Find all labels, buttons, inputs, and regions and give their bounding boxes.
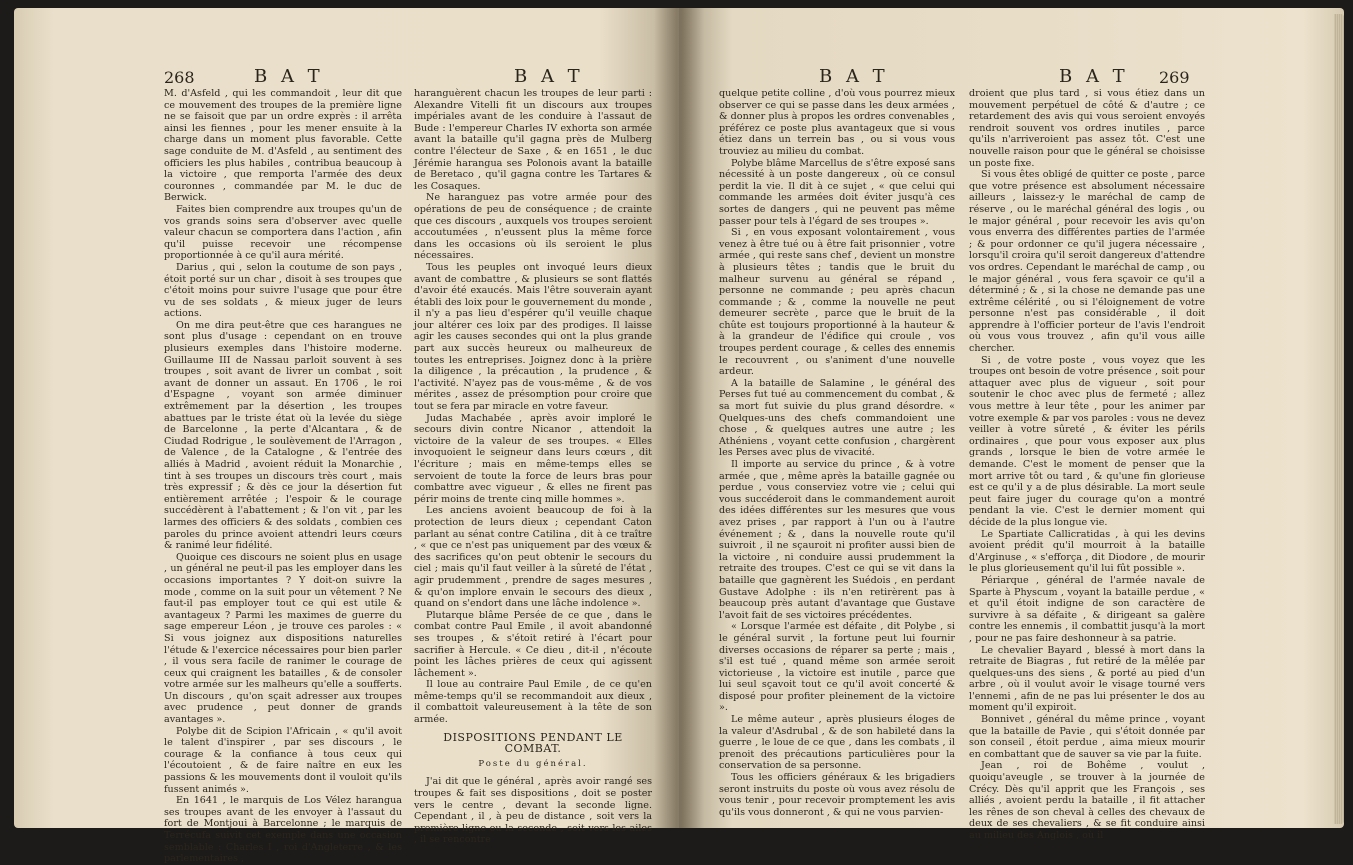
right-running-head-2: B A T	[1059, 66, 1129, 87]
paragraph: M. d'Asfeld , qui les commandoit , leur dit que ce mouvement des troupes de la première ligne ne se faisoit que par un ordre exprès : il arrêta ainsi les fiennes , pour les mener ensuite à la charge dans un moment plus favorable. Cette sage conduite de M. d'Asfeld , au sentiment des officiers les plus habiles , contribua beaucoup à la victoire , que remporta l'armée des deux couronnes , commandée par M. le duc de Berwick.	[164, 88, 402, 204]
paragraph: J'ai dit que le général , après avoir rangé ses troupes & fait ses dispositions , doit se poster vers le centre , devant la seconde ligne. Cependant , il , à peu de distance , soit vers la première ligne ou la seconde , soit vers les ailes , il se rencontre	[414, 776, 652, 846]
paragraph: Les anciens avoient beaucoup de foi à la protection de leurs dieux ; cependant Caton parlant au sénat contre Catilina , dit à ce traître , « que ce n'est pas uniquement par des vœux & des sacrifices qu'on peut obtenir le secours du ciel ; mais qu'il faut veiller à la sûreté de l'état , agir prudemment , prendre de sages mesures , & qu'on implore envain le secours des dieux , quand on s'endort dans une lâche indolence ».	[414, 505, 652, 610]
paragraph: Tous les officiers généraux & les brigadiers seront instruits du poste où vous avez résolu de vous tenir , pour recevoir promptement les avis qu'ils vous donneront , & qui ne vous parvien-	[719, 772, 955, 818]
paragraph: Si , en vous exposant volontairement , vous venez à être tué ou à être fait prisonnier , votre armée , qui reste sans chef , devient un monstre à plusieurs têtes ; tandis que le bruit du malheur survenu au général se répand , personne ne commande ; peu après chacun commande ; & , comme la nouvelle ne peut demeurer secrète , parce que le bruit de la chûte est toujours proportionné à la hauteur & à la grandeur de l'édifice qui croule , vos troupes perdent courage , & celles des ennemis le recouvrent , ou s'animent d'une nouvelle ardeur.	[719, 227, 955, 378]
paragraph: « Lorsque l'armée est défaite , dit Polybe , si le général survit , la fortune peut lui fournir diverses occasions de réparer sa perte ; mais , s'il est tué , quand même son armée seroit victorieuse , la victoire est inutile , parce que lui seul sçavoit tout ce qu'il avoit concerté & disposé pour profiter pleinement de la victoire ».	[719, 621, 955, 714]
paragraph: Polybe blâme Marcellus de s'être exposé sans nécessité à un poste dangereux , où ce consul perdit la vie. Il dit à ce sujet , « que celui qui commande les armées doit éviter jusqu'à ces sortes de dangers , qui ne peuvent pas même passer pour tels à l'égard de ses troupes ».	[719, 157, 955, 227]
page-edges	[1334, 14, 1344, 824]
section-subtitle: Poste du général.	[478, 758, 588, 769]
paragraph: Il loue au contraire Paul Emile , de ce qu'en même-temps qu'il se recommandoit aux dieux , il combattoit valeureusement à la tête de son armée.	[414, 679, 652, 726]
left-column-1	[164, 88, 402, 865]
left-running-head-2: B A T	[514, 66, 584, 87]
paragraph: Tous les peuples ont invoqué leurs dieux avant de combattre , & plusieurs se sont flattés d'avoir été exaucés. Mais l'être souverain ayant établi des loix pour le gouvernement du monde , il n'y a pas lieu d'espérer qu'il veuille chaque jour altérer ces loix par des prodiges. Il laisse agir les causes secondes qui ont la plus grande part aux succès heureux ou malheureux de toutes les entreprises. Joignez donc à la prière la diligence , la précaution , la prudence , & l'activité. N'ayez pas de vous-même , & de vos mérites , assez de présomption pour croire que tout se fera par miracle en votre faveur.	[414, 261, 652, 413]
left-page-number: 268	[164, 68, 195, 87]
book-spread	[14, 8, 1344, 865]
right-column-1	[719, 88, 955, 818]
paragraph: Si , de votre poste , vous voyez que les troupes ont besoin de votre présence , soit pour attaquer avec plus de vigueur , soit pour soutenir le choc avec plus de fermeté ; allez vous mettre à leur tête , pour les animer par votre exemple & par vos paroles : vous ne devez veiller à votre sûreté , & éviter les périls ordinaires , que pour vous exposer aux plus grands , lorsque le bien de votre armée le demande. C'est le moment de penser que la mort arrive tôt ou tard , & qu'une fin glorieuse est ce qu'il y a de plus désirable. La mort seule peut faire juger du courage qu'on a montré pendant la vie. C'est le dernier moment qui décide de la plus longue vie.	[969, 354, 1205, 528]
left-running-head-1: B A T	[254, 66, 324, 87]
paragraph: A la bataille de Salamine , le général des Perses fut tué au commencement du combat , & sa mort fut suivie du plus grand désordre. « Quelques-uns des chefs commandoient une chose , & quelques autres une autre ; les Athéniens , voyant cette confusion , chargèrent les Perses avec plus de vivacité.	[719, 377, 955, 459]
paragraph: Polybe dit de Scipion l'Africain , « qu'il avoit le talent d'inspirer , par ses discours , le courage & la confiance à tous ceux qui l'écoutoient , & de faire naître en eux les passions & les mouvements dont il vouloit qu'ils fussent animés ».	[164, 725, 402, 795]
right-page-header	[679, 66, 1344, 90]
paragraph: haranguèrent chacun les troupes de leur parti : Alexandre Vitelli fit un discours aux troupes impériales avant de les conduire à l'assaut de Bude : l'empereur Charles IV exhorta son armée avant la bataille qu'il gagna près de Mulberg contre l'électeur de Saxe , & en 1651 , le duc Jérémie harangua ses Polonois avant la bataille de Beretaco , qu'il gagna contre les Tartares & les Cosaques.	[414, 88, 652, 192]
right-column-2	[969, 88, 1205, 841]
paragraph: quelque petite colline , d'où vous pourrez mieux observer ce qui se passe dans les deux armées , & donner plus à propos les ordres convenables , préférez ce poste plus avantageux que si vous étiez dans un terrein bas , ou si vous vous trouviez au milieu du combat.	[719, 88, 955, 157]
paragraph: Si vous êtes obligé de quitter ce poste , parce que votre présence est absolument nécessaire ailleurs , laissez-y le maréchal de camp de réserve , ou le maréchal général des logis , ou le major général , pour recevoir les avis qu'on vous enverra des différentes parties de l'armée ; & pour ordonner ce qu'il jugera nécessaire , lorsqu'il croira qu'il seroit dangereux d'attendre vos ordres. Cependant le maréchal de camp , ou le major général , vous fera sçavoir ce qu'il a déterminé ; & , si la chose ne demande pas une extrême célérité , ou si l'éloignement de votre personne n'est pas considérable , il doit apprendre à l'officier porteur de l'avis l'endroit où vous vous trouvez , afin qu'il vous aille chercher.	[969, 169, 1205, 355]
paragraph: En 1641 , le marquis de Los Vélez harangua ses troupes avant de les envoyer à l'assaut du fort de Montjoui à Barcelonne ; le marquis de Terrécufa suivit cet exemple dans une occasion semblable : Charles I , roi d'Angleterre , & les parlementaires ,	[164, 795, 402, 865]
right-page-number: 269	[1159, 68, 1190, 87]
paragraph: Judas Machabée , après avoir imploré le secours divin contre Nicanor , attendoit la victoire de la valeur de ses troupes. « Elles invoquoient le seigneur dans leurs cœurs , dit l'écriture ; mais en même-temps elles se servoient de toute la force de leurs bras pour combattre avec vigueur , & elles ne firent pas périr moins de trente cinq mille hommes ».	[414, 412, 652, 505]
left-column-2	[414, 88, 652, 846]
paragraph: Le chevalier Bayard , blessé à mort dans la retraite de Biagras , fut retiré de la mêlée par quelques-uns des siens , & porté au pied d'un arbre , où il voulut avoir le visage tourné vers l'ennemi , afin de ne pas lui présenter le dos au moment qu'il expiroit.	[969, 644, 1205, 714]
paragraph: Il importe au service du prince , & à votre armée , que , même après la bataille gagnée ou perdue , vous conserviez votre vie ; celui qui vous succéderoit dans le commandement auroit des idées différentes sur les mesures que vous avez prises , par rapport à l'un ou à l'autre événement ; & , dans la nouvelle route qu'il suivroit , il ne sçauroit ni profiter aussi bien de la victoire , ni conduire aussi prudemment la retraite des troupes. C'est ce qui se vit dans la bataille que gagnèrent les Suédois , en perdant Gustave Adolphe : ils n'en retirèrent pas à beaucoup près autant d'avantage que Gustave l'avoit fait de ses victoires précédentes.	[719, 459, 955, 621]
right-running-head-1: B A T	[819, 66, 889, 87]
paragraph: Plutarque blâme Persée de ce que , dans le combat contre Paul Emile , il avoit abandonné ses troupes , & s'étoit retiré à l'écart pour sacrifier à Hercule. « Ce dieu , dit-il , n'écoute point les lâches prières de ceux qui agissent lâchement ».	[414, 609, 652, 679]
paragraph: Jean , roi de Bohême , voulut , quoiqu'aveugle , se trouver à la journée de Crécy. Dès qu'il apprit que les François , ses alliés , avoient perdu la bataille , il fit attacher les rênes de son cheval à celles des chevaux de deux de ses chevaliers , & se fit conduire ainsi au milieu des Anglois , où il	[969, 760, 1205, 841]
section-title: DISPOSITIONS PENDANT LE COMBAT.	[443, 730, 623, 756]
paragraph: Ne haranguez pas votre armée pour des opérations de peu de conséquence ; de crainte que ces discours , auxquels vos troupes seroient accoutumées , n'eussent plus la même force dans les occasions où ils seroient le plus nécessaires.	[414, 192, 652, 262]
paragraph: Le Spartiate Callicratidas , à qui les devins avoient prédit qu'il mourroit à la bataille d'Arginuse , « s'efforça , dit Diodore , de mourir le plus glorieusement qu'il lui fût possible ».	[969, 528, 1205, 575]
paragraph: droient que plus tard , si vous étiez dans un mouvement perpétuel de côté & d'autre ; ce retardement des avis qui vous seroient envoyés rendroit souvent vos ordres inutiles , parce qu'ils n'arriveroient pas assez tôt. C'est une nouvelle raison pour que le général se choisisse un poste fixe.	[969, 88, 1205, 169]
paragraph: Le même auteur , après plusieurs éloges de la valeur d'Asdrubal , & de son habileté dans la guerre , le loue de ce que , dans les combats , il prenoit des précautions particulières pour la conservation de sa personne.	[719, 714, 955, 772]
left-page	[14, 8, 679, 865]
paragraph: On me dira peut-être que ces harangues ne sont plus d'usage : cependant on en trouve plusieurs exemples dans l'histoire moderne. Guillaume III de Nassau parloit souvent à ses troupes , soit avant de livrer un combat , soit avant de donner un assaut. En 1706 , le roi d'Espagne , voyant son armée diminuer extrêmement par la désertion , les troupes abattues par le triste état où la levée du siège de Barcelonne , la perte d'Alcantara , & de Ciudad Rodrigue , le soulèvement de l'Arragon , de Valence , de la Catalogne , & l'entrée des alliés à Madrid , avoient réduit la Monarchie , tint à ses troupes un discours très court , mais très expressif ; & dès ce jour la désertion fut entièrement arrêtée ; l'espoir & le courage succédèrent à l'abattement ; & l'on vit , par les larmes des officiers & des soldats , combien ces paroles du prince avoient attendri leurs cœurs & ranimé leur fidélité.	[164, 319, 402, 552]
paragraph: Darius , qui , selon la coutume de son pays , étoit porté sur un char , disoit à ses troupes que c'étoit moins pour suivre l'usage que pour être vu de ses soldats , & mieux juger de leurs actions.	[164, 261, 402, 320]
right-page	[679, 8, 1344, 841]
paragraph: Périarque , général de l'armée navale de Sparte à Physcum , voyant la bataille perdue , « et qu'il étoit indigne de son caractère de survivre à sa défaite , & dirigeant sa galère contre les ennemis , il combattit jusqu'à la mort , pour ne pas faire deshonneur à sa patrie.	[969, 574, 1205, 644]
paragraph: Faites bien comprendre aux troupes qu'un de vos grands soins sera d'observer avec quelle valeur chacun se comportera dans l'action , afin qu'il puisse recevoir une récompense proportionnée à ce qu'il aura mérité.	[164, 203, 402, 262]
paragraph: Bonnivet , général du même prince , voyant que la bataille de Pavie , qui s'étoit donnée par son conseil , étoit perdue , aima mieux mourir en combattant que de sauver sa vie par la fuite.	[969, 714, 1205, 760]
left-page-header	[14, 66, 679, 90]
paragraph: Quoique ces discours ne soient plus en usage , un général ne peut-il pas les employer dans les occasions importantes ? Y doit-on suivre la mode , comme on la suit pour un vêtement ? Ne faut-il pas employer tout ce qui est utile & avantageux ? Parmi les maximes de guerre du sage empereur Léon , je trouve ces paroles : « Si vous joignez aux dispositions naturelles l'étude & l'exercice nécessaires pour bien parler , il vous sera facile de ranimer le courage de ceux qui craignent les batailles , & de consoler votre armée sur les malheurs qu'elle a soufferts. Un discours , qu'on sçait adresser aux troupes avec prudence , peut donner de grands avantages ».	[164, 551, 402, 726]
